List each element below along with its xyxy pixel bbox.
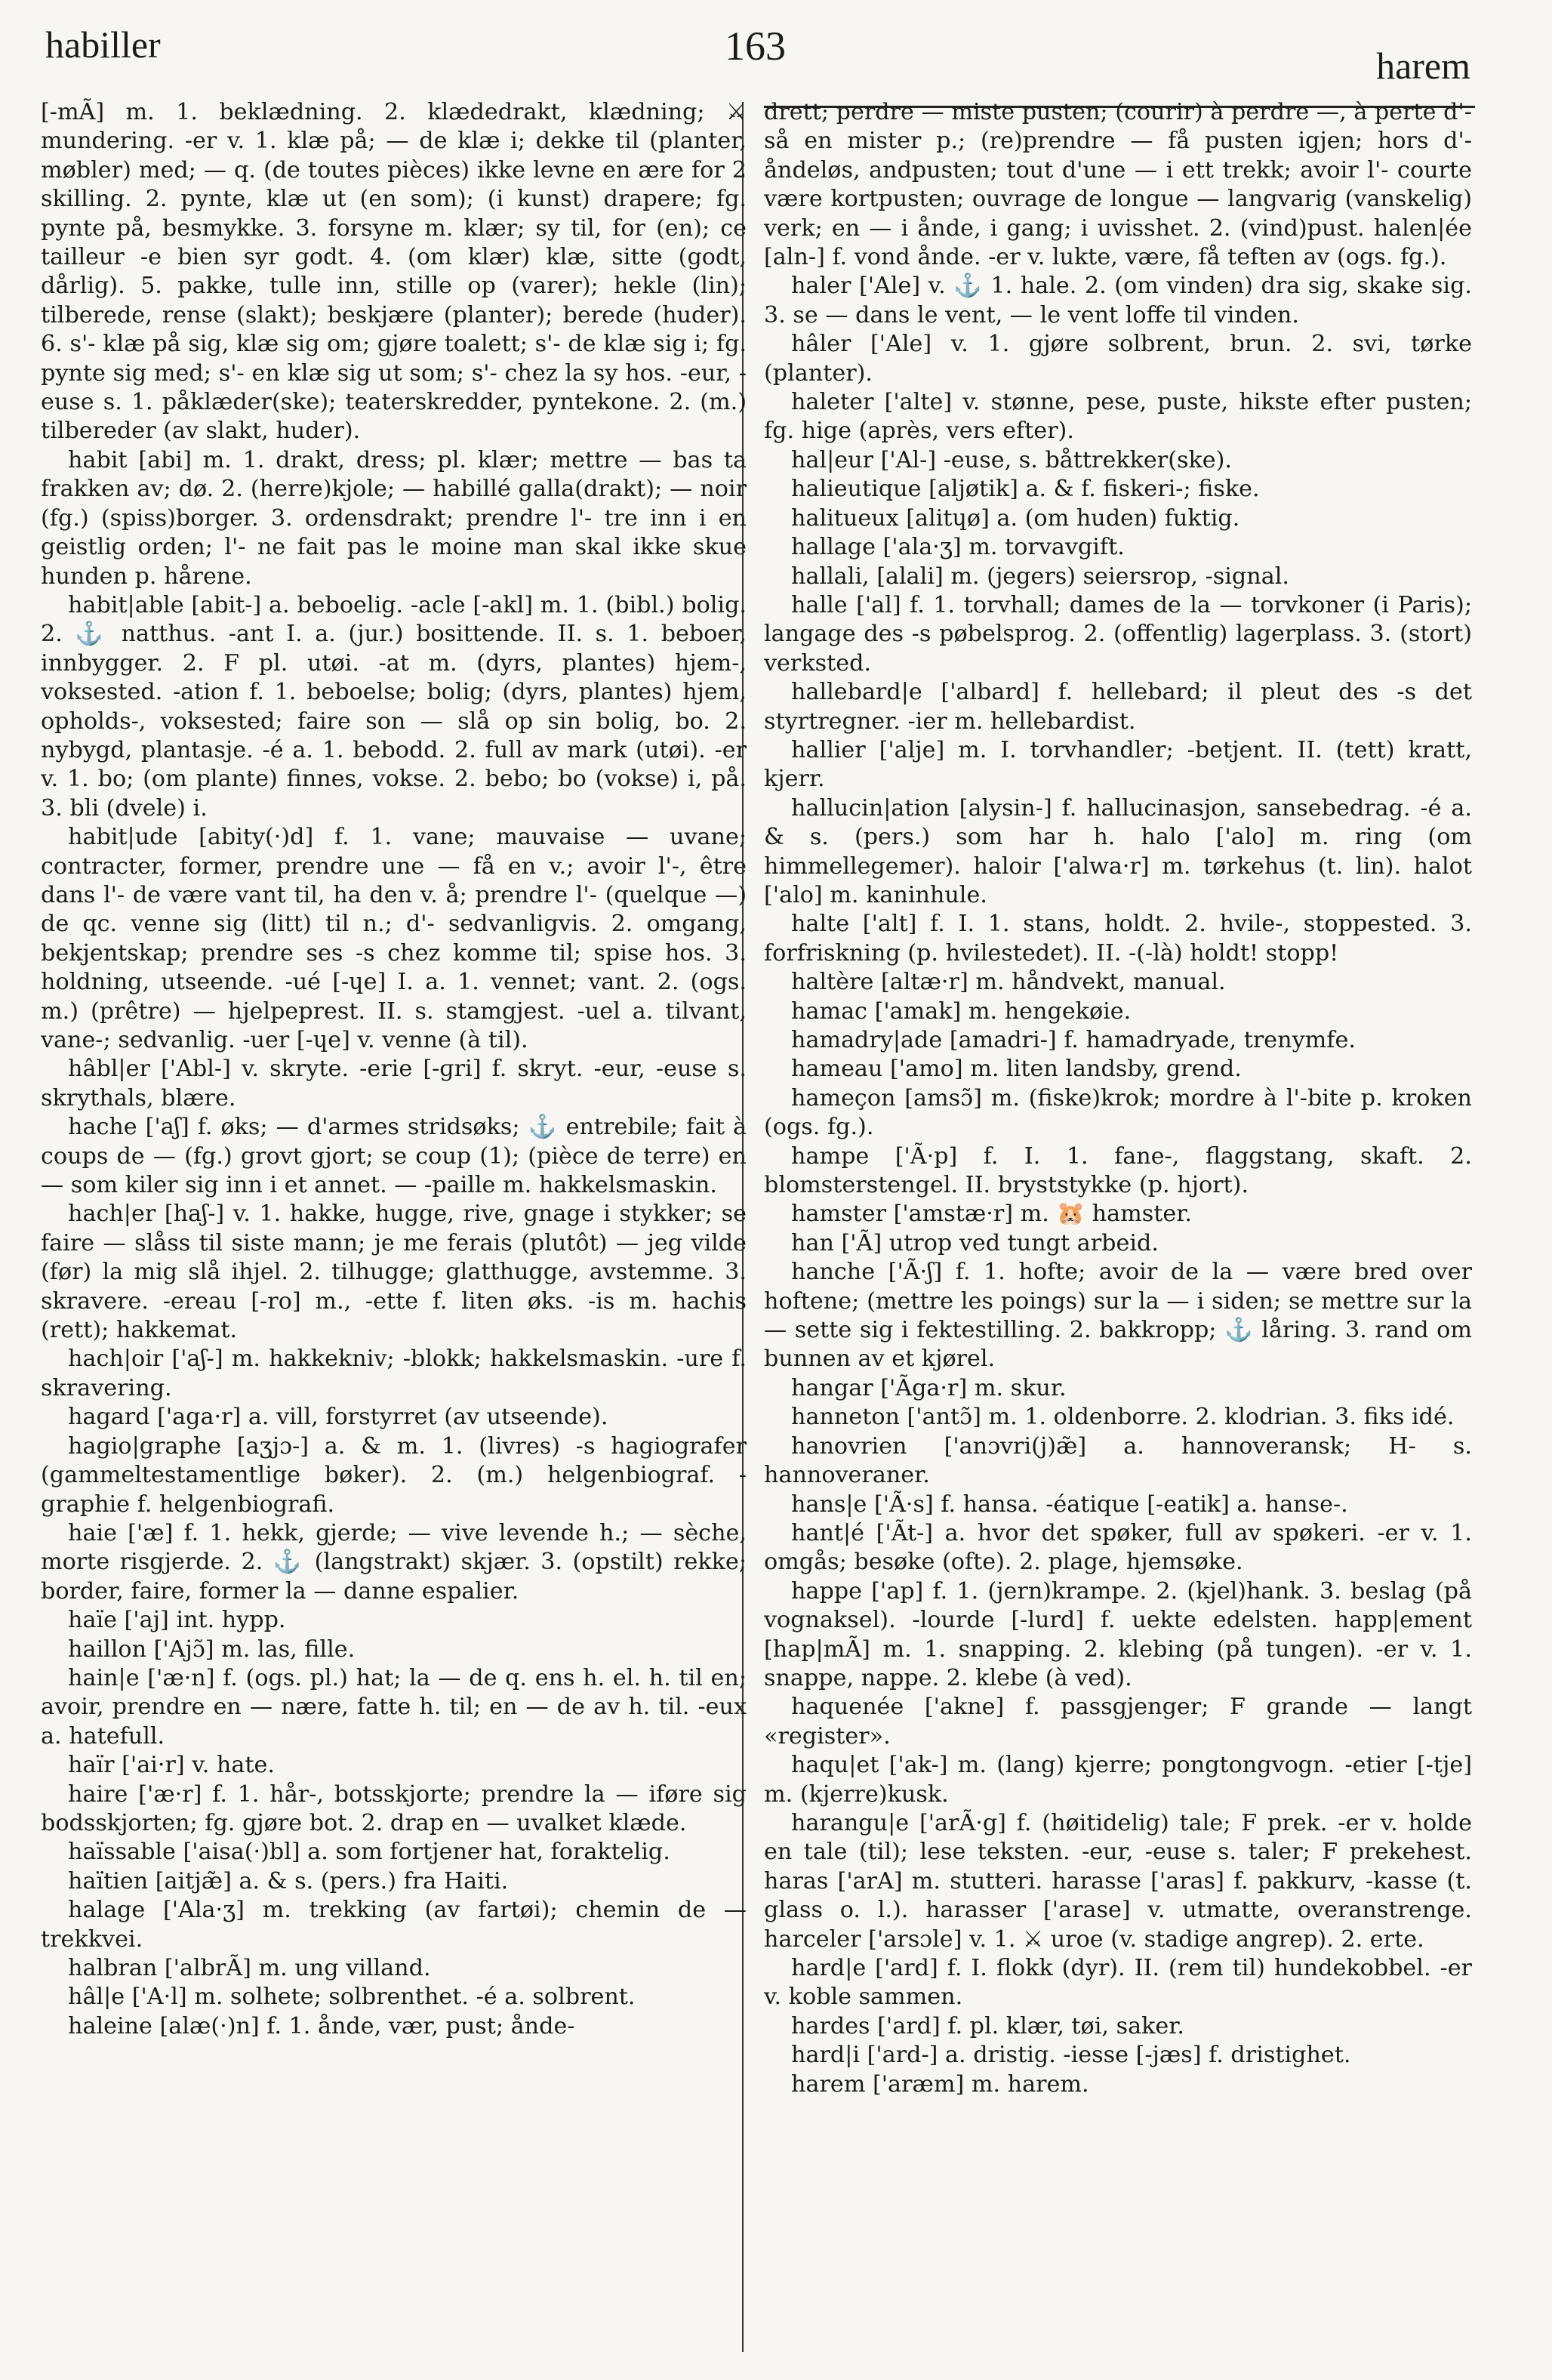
dictionary-entry: harem ['aræm] m. harem. — [791, 2070, 1089, 2098]
dictionary-entry: hallali, [alali] m. (jegers) seiersrop, -signal. — [791, 563, 1289, 590]
dictionary-entry: hardes ['ard] f. pl. klær, tøi, saker. — [791, 2012, 1184, 2039]
dictionary-entry: harangu|e ['arÃ·g] f. (høitidelig) tale; F prek. -er v. holde en tale (til); lese teksten. -eur, -euse s. taler; F prekehest. haras ['arA] m. stutteri. harasse ['aras] f. pakkurv, -kasse (t. glass o. l.). harasser ['arase] v. utmatte, overanstrenge. harceler ['arsɔle] v. 1. ⚔ uroe (v. stadige angrep). 2. erte. — [764, 1809, 1472, 1953]
dictionary-entry: haïe ['aj] int. hypp. — [68, 1607, 286, 1634]
dictionary-entry: haïr ['ai·r] v. hate. — [68, 1752, 275, 1779]
dictionary-entry: hach|oir ['aʃ-] m. hakkekniv; -blokk; hakkelsmaskin. -ure f. skravering. — [41, 1346, 747, 1401]
dictionary-entry: halte ['alt] f. I. 1. stans, holdt. 2. hvile-, stoppested. 3. forfriskning (p. hvilestedet). II. -(-là) holdt! stopp! — [764, 911, 1472, 966]
right-column — [764, 98, 1472, 2356]
dictionary-entry: hameau ['amo] m. liten landsby, grend. — [791, 1056, 1242, 1083]
dictionary-entry: haler ['Ale] v. ⚓ 1. hale. 2. (om vinden) dra sig, skake sig. 3. se — dans le vent, — le vent loffe til vinden. — [764, 273, 1472, 328]
dictionary-entry: hache ['aʃ] f. øks; — d'armes stridsøks; ⚓ entrebile; fait à coups de — (fg.) grovt gjort; se coup (1); (pièce de terre) en — som kiler sig inn i et annet. — -paille m. hakkelsmaskin. — [41, 1114, 747, 1199]
dictionary-entry: haqu|et ['ak-] m. (lang) kjerre; pongtongvogn. -etier [-tje] m. (kjerre)kusk. — [764, 1752, 1472, 1808]
dictionary-entry: haillon ['Ajɔ̃] m. las, fille. — [68, 1635, 356, 1663]
dictionary-entry: haïtien [aitjæ̃] a. & s. (pers.) fra Haiti. — [68, 1867, 509, 1894]
dictionary-entry: hallier ['alje] m. I. torvhandler; -betjent. II. (tett) kratt, kjerr. — [764, 736, 1472, 793]
dictionary-entry: drett; perdre — miste pusten; (courir) à perdre —, à perte d'- så en mister p.; (re)prendre — få pusten igjen; hors d'- åndeløs, andpusten; tout d'une — i ett trekk; avoir l'- courte være kortpusten; ouvrage de longue — langvarig (vanskelig) verk; en — i ånde, i gang; i uvisshet. 2. (vind)pust. halen|ée [aln-] f. vond ånde. -er v. lukte, være, få teften av (ogs. fg.). — [764, 99, 1472, 271]
dictionary-entry: haleine [alæ(·)n] f. 1. ånde, vær, pust; ånde- — [68, 2012, 575, 2039]
dictionary-entry: halle ['al] f. 1. torvhall; dames de la — torvkoner (i Paris); langage des -s pøbelsprog. 2. (offentlig) lagerplass. 3. (stort) verksted. — [764, 591, 1472, 677]
dictionary-entry: hâl|e ['A·l] m. solhete; solbrenthet. -é a. solbrent. — [68, 1984, 636, 2011]
dictionary-entry: hangar ['Ãga·r] m. skur. — [791, 1374, 1067, 1401]
dictionary-entry: hâler ['Ale] v. 1. gjøre solbrent, brun. 2. svi, tørke (planter). — [764, 331, 1472, 387]
dictionary-entry: hamster ['amstæ·r] m. 🐹 hamster. — [791, 1201, 1192, 1228]
dictionary-entry: haltère [altæ·r] m. håndvekt, manual. — [791, 969, 1226, 996]
dictionary-entry: hant|é ['Ãt-] a. hvor det spøker, full av spøkeri. -er v. 1. omgås; besøke (ofte). 2. plage, hjemsøke. — [764, 1519, 1472, 1576]
dictionary-entry: hans|e ['Ã·s] f. hansa. -éatique [-eatik] a. hanse-. — [791, 1491, 1348, 1518]
dictionary-entry: hard|i ['ard-] a. dristig. -iesse [-jæs] f. dristighet. — [791, 2042, 1351, 2069]
dictionary-entry: hanche ['Ã·ʃ] f. 1. hofte; avoir de la — være bred over hoftene; (mettre les poings) sur la — i siden; se mettre sur la — sette sig i fektestilling. 2. bakkropp; ⚓ låring. 3. rand om bunnen av et kjørel. — [764, 1259, 1472, 1373]
dictionary-entry: haire ['æ·r] f. 1. hår-, botsskjorte; prendre la — iføre sig bodsskjorten; fg. gjøre bot. 2. drap en — uvalket klæde. — [41, 1780, 747, 1836]
dictionary-entry: hal|eur ['Al-] -euse, s. båttrekker(ske). — [791, 446, 1232, 473]
dictionary-entry: hach|er [haʃ-] v. 1. hakke, hugge, rive, gnage i stykker; se faire — slåss til siste mann; je me ferais (plutôt) — jeg vilde (før) la mig slå ihjel. 2. tilhugge; glatthugge, avstemme. 3. skravere. -ereau [-ro] m., -ette f. liten øks. -is m. hachis (rett); hakkemat. — [41, 1201, 747, 1344]
dictionary-entry: haquenée ['akne] f. passgjenger; F grande — langt «register». — [764, 1694, 1472, 1750]
dictionary-entry: habit|ude [abity(·)d] f. 1. vane; mauvaise — uvane; contracter, former, prendre une — få en v.; avoir l'-, être dans l'- de være vant til, ha den v. å; prendre l'- (quelque —) de qc. venne sig (litt) til n.; d'- sedvanligvis. 2. omgang, bekjentskap; prendre ses -s chez komme til; spise hos. 3. holdning, utseende. -ué [-ɥe] I. a. 1. vennet; vant. 2. (ogs. m.) (prêtre) — hjelpeprest. II. s. stamgjest. -uel a. tilvant, vane-; sedvanlig. -uer [-ɥe] v. venne (à til). — [41, 824, 747, 1053]
dictionary-entry: hagard ['aga·r] a. vill, forstyrret (av utseende). — [68, 1404, 608, 1431]
dictionary-entry: hameçon [amsɔ̃] m. (fiske)krok; mordre à l'-bite p. kroken (ogs. fg.). — [764, 1084, 1472, 1141]
dictionary-entry: hanneton ['antɔ̃] m. 1. oldenborre. 2. klodrian. 3. fiks idé. — [791, 1404, 1455, 1431]
dictionary-entry: hamac ['amak] m. hengekøie. — [791, 997, 1132, 1025]
dictionary-entry: hâbl|er ['Abl-] v. skryte. -erie [-ɡri] f. skryt. -eur, -euse s. skrythals, blære. — [41, 1056, 747, 1111]
dictionary-entry: haie ['æ] f. 1. hekk, gjerde; — vive levende h.; — sèche, morte risgjerde. 2. ⚓ (langstrakt) skjær. 3. (opstilt) rekke; border, faire, former la — danne espalier. — [41, 1519, 747, 1605]
dictionary-entry: hanovrien ['anɔvri(j)æ̃] a. hannoveransk; H- s. hannoveraner. — [764, 1432, 1472, 1489]
dictionary-entry: hamadry|ade [amadri-] f. hamadryade, trenymfe. — [791, 1027, 1356, 1053]
page-number: 163 — [725, 23, 786, 69]
dictionary-entry: halieutique [aljøtik] a. & f. fiskeri-; fiske. — [791, 476, 1260, 503]
dictionary-entry: halitueux [alitɥø] a. (om huden) fuktig. — [791, 504, 1240, 532]
dictionary-entry: haleter ['alte] v. stønne, pese, puste, hikste efter pusten; fg. hige (après, vers efter). — [764, 389, 1472, 445]
dictionary-entry: habit|able [abit-] a. beboelig. -acle [-akl] m. 1. (bibl.) bolig. 2. ⚓ natthus. -ant I. a. (jur.) bosittende. II. s. 1. beboer, innbygger. 2. F pl. utøi. -at m. (dyrs, plantes) hjem-, voksested. -ation f. 1. beboelse; bolig; (dyrs, plantes) hjem, opholds-, voksested; faire son — slå op sin bolig, bo. 2. nybygd, plantasje. -é a. 1. bebodd. 2. full av mark (utøi). -er v. 1. bo; (om plante) finnes, vokse. 2. bebo; bo (vokse) i, på. 3. bli (dvele) i. — [41, 591, 747, 822]
dictionary-entry: hampe ['Ã·p] f. I. 1. fane-, flaggstang, skaft. 2. blomsterstengel. II. bryststykke (p. hjort). — [764, 1142, 1472, 1199]
dictionary-entry: hagio|graphe [aʒjɔ-] a. & m. 1. (livres) -s hagiografer (gammeltestamentlige bøker). 2. (m.) helgenbiograf. -graphie f. helgenbiografi. — [41, 1432, 747, 1518]
dictionary-entry: halage ['Ala·ʒ] m. trekking (av fartøi); chemin de — trekkvei. — [41, 1897, 747, 1953]
dictionary-entry: halbran ['albrÃ] m. ung villand. — [68, 1955, 431, 1981]
dictionary-entry: hallebard|e ['albard] f. hellebard; il pleut des -s det styrtregner. -ier m. hellebardist. — [764, 679, 1472, 735]
dictionary-entry: haïssable ['aisa(·)bl] a. som fortjener hat, foraktelig. — [68, 1839, 670, 1866]
dictionary-entry: habit [abi] m. 1. drakt, dress; pl. klær; mettre — bas ta frakken av; dø. 2. (herre)kjole; — habillé galla(drakt); — noir (fg.) (spiss)borger. 3. ordensdrakt; prendre l'- tre inn i en geistlig orden; l'- ne fait pas le moine man skal ikke skue hunden p. hårene. — [41, 446, 747, 590]
dictionary-entry: [-mÃ] m. 1. beklædning. 2. klædedrakt, klædning; ⚔ mundering. -er v. 1. klæ på; — de klæ i; dekke til (planter, møbler) med; — q. (de toutes pièces) ikke levne en ære for 2 skilling. 2. pynte, klæ ut (en som); (i kunst) drapere; fg. pynte på, besmykke. 3. forsyne m. klær; sy til, for (en); ce tailleur -e bien syr godt. 4. (om klær) klæ, sitte (godt, dårlig). 5. pakke, tulle inn, stille op (varer); hekle (lin); tilberede, rense (slakt); beskjære (planter); berede (huder). 6. s'- klæ på sig, klæ sig om; gjøre toalett; s'- de klæ sig i; fg. pynte sig med; s'- en klæ sig ut som; s'- chez la sy hos. -eur, -euse s. 1. påklæder(ske); teaterskredder, pyntekone. 2. (m.) tilbereder (av slakt, huder). — [41, 99, 747, 445]
running-head-right: harem — [1376, 45, 1470, 87]
dictionary-entry: happe ['ap] f. 1. (jern)krampe. 2. (kjel)hank. 3. beslag (på vognaksel). -lourde [-lurd] f. uekte edelsten. happ|ement [hap|mÃ] m. 1. snapping. 2. klebing (på tungen). -er v. 1. snappe, nappe. 2. klebe (à ved). — [764, 1577, 1472, 1691]
dictionary-entry: hallucin|ation [alysin-] f. hallucinasjon, sansebedrag. -é a. & s. (pers.) som har h. halo ['alo] m. ring (om himmellegemer). haloir ['alwa·r] m. tørkehus (t. lin). halot ['alo] m. kaninhule. — [764, 794, 1472, 908]
left-column — [41, 98, 747, 2356]
dictionary-entry: hain|e ['æ·n] f. (ogs. pl.) hat; la — de q. ens h. el. h. til en; avoir, prendre en — nære, fatte h. til; en — de av h. til. -eux a. hatefull. — [41, 1664, 747, 1750]
dictionary-entry: han ['Ã] utrop ved tungt arbeid. — [791, 1229, 1159, 1256]
dictionary-entry: hard|e ['ard] f. I. flokk (dyr). II. (rem til) hundekobbel. -er v. koble sammen. — [764, 1955, 1472, 2011]
dictionary-entry: hallage ['ala·ʒ] m. torvavgift. — [791, 534, 1125, 561]
running-head-left: habiller — [45, 23, 161, 66]
